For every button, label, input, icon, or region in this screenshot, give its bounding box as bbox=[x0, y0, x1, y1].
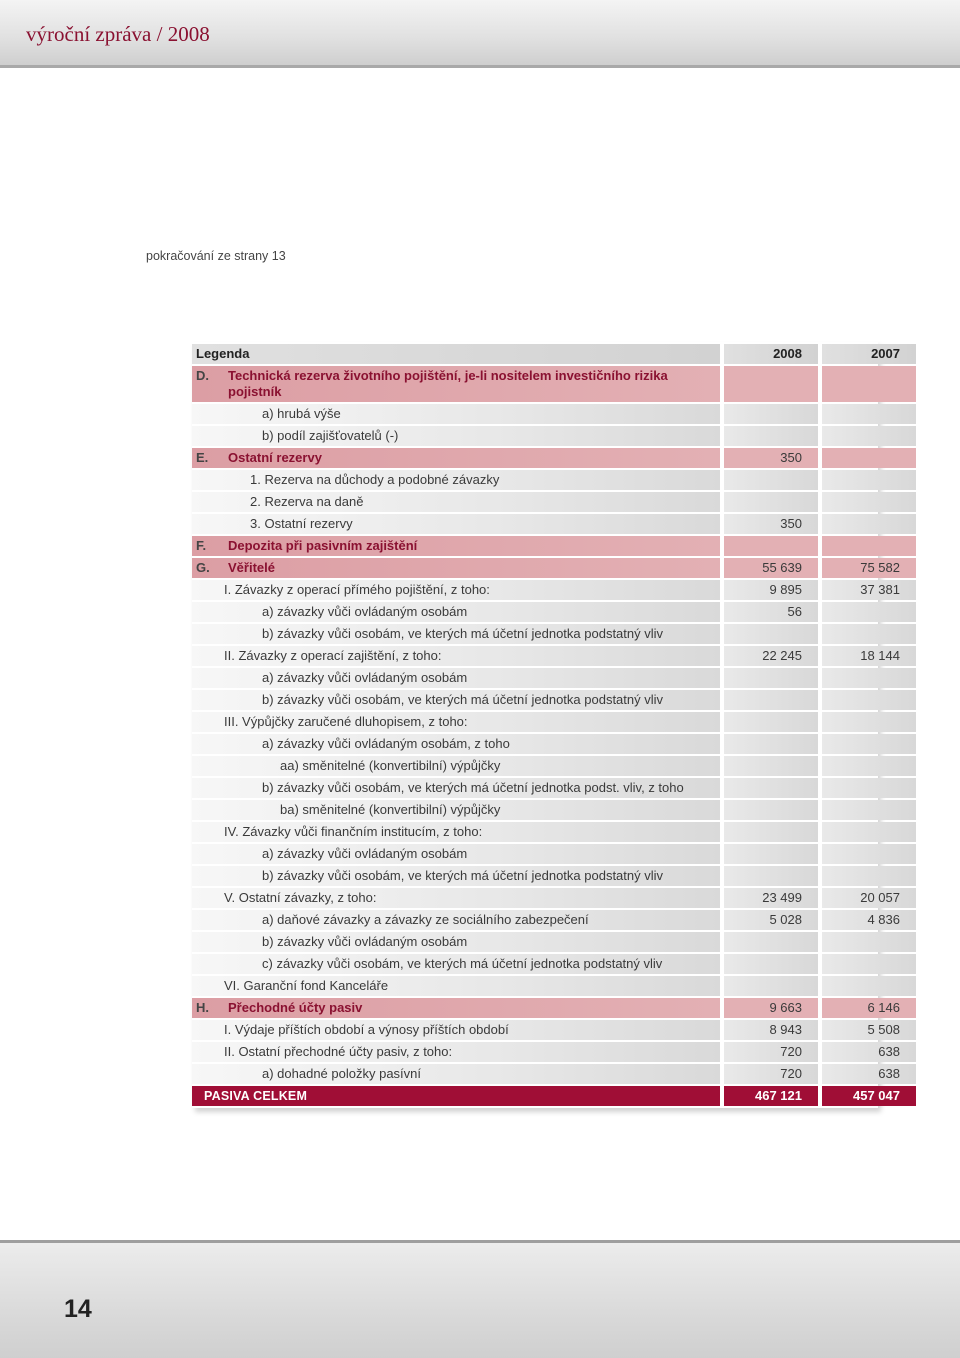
value-2008: 22 245 bbox=[724, 646, 818, 666]
value-2008 bbox=[724, 690, 818, 710]
page-header bbox=[0, 0, 960, 68]
value-2007 bbox=[822, 756, 916, 776]
table-row bbox=[192, 668, 916, 688]
value-2007 bbox=[822, 800, 916, 820]
value-2008 bbox=[724, 844, 818, 864]
row-text: ba) směnitelné (konvertibilní) výpůjčky bbox=[280, 802, 501, 817]
value-2007 bbox=[822, 734, 916, 754]
table-row bbox=[192, 932, 916, 952]
section-letter: G. bbox=[196, 560, 210, 575]
value-2007: 18 144 bbox=[822, 646, 916, 666]
row-text: a) závazky vůči ovládaným osobám bbox=[262, 846, 468, 861]
section-title: Přechodné účty pasiv bbox=[228, 1000, 363, 1015]
row-label bbox=[192, 580, 720, 600]
table-row bbox=[192, 470, 916, 490]
value-2008: 8 943 bbox=[724, 1020, 818, 1040]
row-label bbox=[192, 366, 720, 402]
value-2008 bbox=[724, 668, 818, 688]
section-letter: H. bbox=[196, 1000, 209, 1015]
value-2007: 75 582 bbox=[822, 558, 916, 578]
value-2007: 37 381 bbox=[822, 580, 916, 600]
row-label bbox=[192, 998, 720, 1018]
row-label bbox=[192, 514, 720, 534]
value-2008 bbox=[724, 404, 818, 424]
row-label bbox=[192, 404, 720, 424]
row-text: IV. Závazky vůči finančním institucím, z toho: bbox=[224, 824, 483, 839]
value-2008: 350 bbox=[724, 448, 818, 468]
section-title: Ostatní rezervy bbox=[228, 450, 322, 465]
row-label bbox=[192, 536, 720, 556]
row-text: b) závazky vůči osobám, ve kterých má účetní jednotka podstatný vliv bbox=[262, 692, 664, 707]
legend-header: Legenda bbox=[192, 344, 720, 364]
row-text: b) podíl zajišťovatelů (-) bbox=[262, 428, 399, 443]
table-row bbox=[192, 756, 916, 776]
value-2007: 638 bbox=[822, 1064, 916, 1084]
value-2008 bbox=[724, 734, 818, 754]
table-row bbox=[192, 998, 916, 1018]
row-text: 2. Rezerva na daně bbox=[250, 494, 364, 509]
row-text: c) závazky vůči osobám, ve kterých má účetní jednotka podstatný vliv bbox=[262, 956, 663, 971]
row-label bbox=[192, 668, 720, 688]
row-text: a) daňové závazky a závazky ze sociálního zabezpečení bbox=[262, 912, 589, 927]
value-2008 bbox=[724, 536, 818, 556]
value-2008 bbox=[724, 866, 818, 886]
table-row bbox=[192, 712, 916, 732]
row-text: III. Výpůjčky zaručené dluhopisem, z toho: bbox=[224, 714, 468, 729]
row-label bbox=[192, 778, 720, 798]
value-2007 bbox=[822, 514, 916, 534]
row-text: I. Závazky z operací přímého pojištění, z toho: bbox=[224, 582, 490, 597]
year-2007-header: 2007 bbox=[822, 344, 916, 364]
year-2008-header: 2008 bbox=[724, 344, 818, 364]
row-label bbox=[192, 558, 720, 578]
table-row bbox=[192, 536, 916, 556]
value-2008: 9 663 bbox=[724, 998, 818, 1018]
table-header-row bbox=[192, 344, 916, 364]
total-row bbox=[192, 1086, 916, 1106]
table-row bbox=[192, 492, 916, 512]
value-2007: 5 508 bbox=[822, 1020, 916, 1040]
value-2007 bbox=[822, 954, 916, 974]
table-row bbox=[192, 910, 916, 930]
value-2007 bbox=[822, 602, 916, 622]
row-text: I. Výdaje příštích období a výnosy příštích období bbox=[224, 1022, 509, 1037]
table-row bbox=[192, 866, 916, 886]
section-title: Depozita při pasivním zajištění bbox=[228, 538, 418, 553]
total-2007: 457 047 bbox=[822, 1086, 916, 1106]
value-2008: 720 bbox=[724, 1064, 818, 1084]
row-text: b) závazky vůči osobám, ve kterých má účetní jednotka podstatný vliv bbox=[262, 868, 664, 883]
row-text: 3. Ostatní rezervy bbox=[250, 516, 353, 531]
value-2007 bbox=[822, 712, 916, 732]
table-row bbox=[192, 1020, 916, 1040]
row-text: II. Ostatní přechodné účty pasiv, z toho: bbox=[224, 1044, 453, 1059]
value-2007 bbox=[822, 448, 916, 468]
row-label bbox=[192, 932, 720, 952]
section-title: Technická rezerva životního pojištění, je-li nositelem investičního rizika pojistník bbox=[228, 368, 668, 399]
value-2007 bbox=[822, 778, 916, 798]
balance-sheet-table bbox=[192, 342, 900, 1108]
row-label bbox=[192, 624, 720, 644]
value-2007 bbox=[822, 668, 916, 688]
row-label bbox=[192, 866, 720, 886]
value-2008 bbox=[724, 712, 818, 732]
table-row bbox=[192, 954, 916, 974]
row-label bbox=[192, 470, 720, 490]
value-2007 bbox=[822, 976, 916, 996]
table-row bbox=[192, 404, 916, 424]
row-label bbox=[192, 734, 720, 754]
table-row bbox=[192, 734, 916, 754]
value-2007 bbox=[822, 844, 916, 864]
value-2008: 720 bbox=[724, 1042, 818, 1062]
row-label bbox=[192, 448, 720, 468]
table-row bbox=[192, 778, 916, 798]
value-2007 bbox=[822, 470, 916, 490]
row-text: a) závazky vůči ovládaným osobám, z toho bbox=[262, 736, 510, 751]
liabilities-table bbox=[192, 342, 916, 1108]
row-text: a) závazky vůči ovládaným osobám bbox=[262, 604, 468, 619]
value-2008 bbox=[724, 976, 818, 996]
row-text: a) dohadné položky pasívní bbox=[262, 1066, 421, 1081]
table-row bbox=[192, 1042, 916, 1062]
section-letter: E. bbox=[196, 450, 209, 465]
value-2008 bbox=[724, 800, 818, 820]
row-label bbox=[192, 954, 720, 974]
page-footer bbox=[0, 1240, 960, 1358]
row-label bbox=[192, 756, 720, 776]
table-row bbox=[192, 366, 916, 402]
value-2007 bbox=[822, 366, 916, 402]
row-label bbox=[192, 690, 720, 710]
value-2007 bbox=[822, 866, 916, 886]
row-label bbox=[192, 1042, 720, 1062]
value-2008 bbox=[724, 954, 818, 974]
row-label bbox=[192, 800, 720, 820]
table-row bbox=[192, 580, 916, 600]
value-2008 bbox=[724, 470, 818, 490]
row-text: aa) směnitelné (konvertibilní) výpůjčky bbox=[280, 758, 501, 773]
row-text: 1. Rezerva na důchody a podobné závazky bbox=[250, 472, 500, 487]
value-2007 bbox=[822, 404, 916, 424]
table-row bbox=[192, 822, 916, 842]
section-title: Věřitelé bbox=[228, 560, 275, 575]
row-label bbox=[192, 910, 720, 930]
table-row bbox=[192, 844, 916, 864]
row-label bbox=[192, 712, 720, 732]
row-text: b) závazky vůči osobám, ve kterých má účetní jednotka podst. vliv, z toho bbox=[262, 780, 684, 795]
page-number: 14 bbox=[64, 1295, 92, 1323]
table-row bbox=[192, 448, 916, 468]
row-label bbox=[192, 646, 720, 666]
row-text: a) hrubá výše bbox=[262, 406, 341, 421]
value-2008 bbox=[724, 624, 818, 644]
value-2008: 55 639 bbox=[724, 558, 818, 578]
table-row bbox=[192, 976, 916, 996]
value-2008 bbox=[724, 492, 818, 512]
row-label bbox=[192, 822, 720, 842]
section-letter: D. bbox=[196, 368, 209, 383]
row-label bbox=[192, 492, 720, 512]
continued-note: pokračování ze strany 13 bbox=[146, 249, 286, 263]
value-2007: 6 146 bbox=[822, 998, 916, 1018]
value-2007 bbox=[822, 690, 916, 710]
value-2007: 20 057 bbox=[822, 888, 916, 908]
value-2008: 5 028 bbox=[724, 910, 818, 930]
table-row bbox=[192, 800, 916, 820]
value-2007 bbox=[822, 932, 916, 952]
row-text: V. Ostatní závazky, z toho: bbox=[224, 890, 377, 905]
table-row bbox=[192, 624, 916, 644]
total-label: PASIVA CELKEM bbox=[192, 1086, 720, 1106]
value-2007 bbox=[822, 536, 916, 556]
table-row bbox=[192, 690, 916, 710]
row-label bbox=[192, 1020, 720, 1040]
value-2008 bbox=[724, 932, 818, 952]
value-2007: 4 836 bbox=[822, 910, 916, 930]
row-label bbox=[192, 888, 720, 908]
row-text: a) závazky vůči ovládaným osobám bbox=[262, 670, 468, 685]
table-row bbox=[192, 888, 916, 908]
table-row bbox=[192, 558, 916, 578]
row-label bbox=[192, 602, 720, 622]
value-2008 bbox=[724, 366, 818, 402]
value-2008: 56 bbox=[724, 602, 818, 622]
row-label bbox=[192, 976, 720, 996]
value-2007 bbox=[822, 822, 916, 842]
row-label bbox=[192, 844, 720, 864]
total-2008: 467 121 bbox=[724, 1086, 818, 1106]
table-row bbox=[192, 646, 916, 666]
table-row bbox=[192, 602, 916, 622]
value-2007: 638 bbox=[822, 1042, 916, 1062]
row-label bbox=[192, 1064, 720, 1084]
row-text: VI. Garanční fond Kanceláře bbox=[224, 978, 389, 993]
report-title: výroční zpráva / 2008 bbox=[26, 22, 210, 46]
value-2008 bbox=[724, 778, 818, 798]
value-2007 bbox=[822, 492, 916, 512]
row-label bbox=[192, 426, 720, 446]
row-text: II. Závazky z operací zajištění, z toho: bbox=[224, 648, 442, 663]
table-row bbox=[192, 1064, 916, 1084]
value-2008 bbox=[724, 756, 818, 776]
row-text: b) závazky vůči ovládaným osobám bbox=[262, 934, 468, 949]
value-2007 bbox=[822, 426, 916, 446]
value-2007 bbox=[822, 624, 916, 644]
value-2008: 9 895 bbox=[724, 580, 818, 600]
value-2008: 350 bbox=[724, 514, 818, 534]
table-row bbox=[192, 426, 916, 446]
row-text: b) závazky vůči osobám, ve kterých má účetní jednotka podstatný vliv bbox=[262, 626, 664, 641]
value-2008 bbox=[724, 822, 818, 842]
section-letter: F. bbox=[196, 538, 207, 553]
value-2008: 23 499 bbox=[724, 888, 818, 908]
value-2008 bbox=[724, 426, 818, 446]
table-row bbox=[192, 514, 916, 534]
